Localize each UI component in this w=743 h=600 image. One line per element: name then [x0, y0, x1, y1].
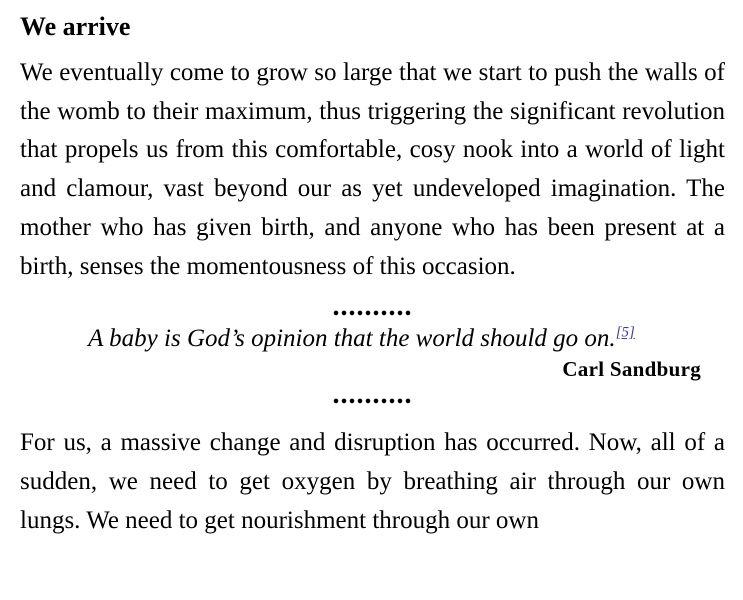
- document-page: [20, 10, 725, 540]
- quote-text: A baby is God’s opinion that the world should go on.: [88, 325, 616, 353]
- epigraph-quote: [20, 324, 725, 354]
- quote-divider-top: ..........: [332, 291, 413, 323]
- quote-divider-bottom: ..........: [332, 379, 413, 411]
- section-heading: We arrive: [20, 12, 131, 41]
- body-paragraph: For us, a massive change and disruption has occurred. Now, all of a sudden, we need to get oxygen by breathing air through our own lungs. We need to get nourishment through our own: [20, 429, 725, 534]
- quote-attribution: Carl Sandburg: [562, 357, 701, 382]
- body-paragraph: We eventually come to grow so large that we start to push the walls of the womb to their maximum, thus triggering the significant revolution that propels us from this comfortable, cosy nook into a world of light and clamour, vast beyond our as yet undeveloped imagination. The mother who has given birth, and anyone who has been present at a birth, senses the momentousness of this occasion.: [20, 59, 725, 280]
- footnote-link[interactable]: [5]: [615, 324, 635, 341]
